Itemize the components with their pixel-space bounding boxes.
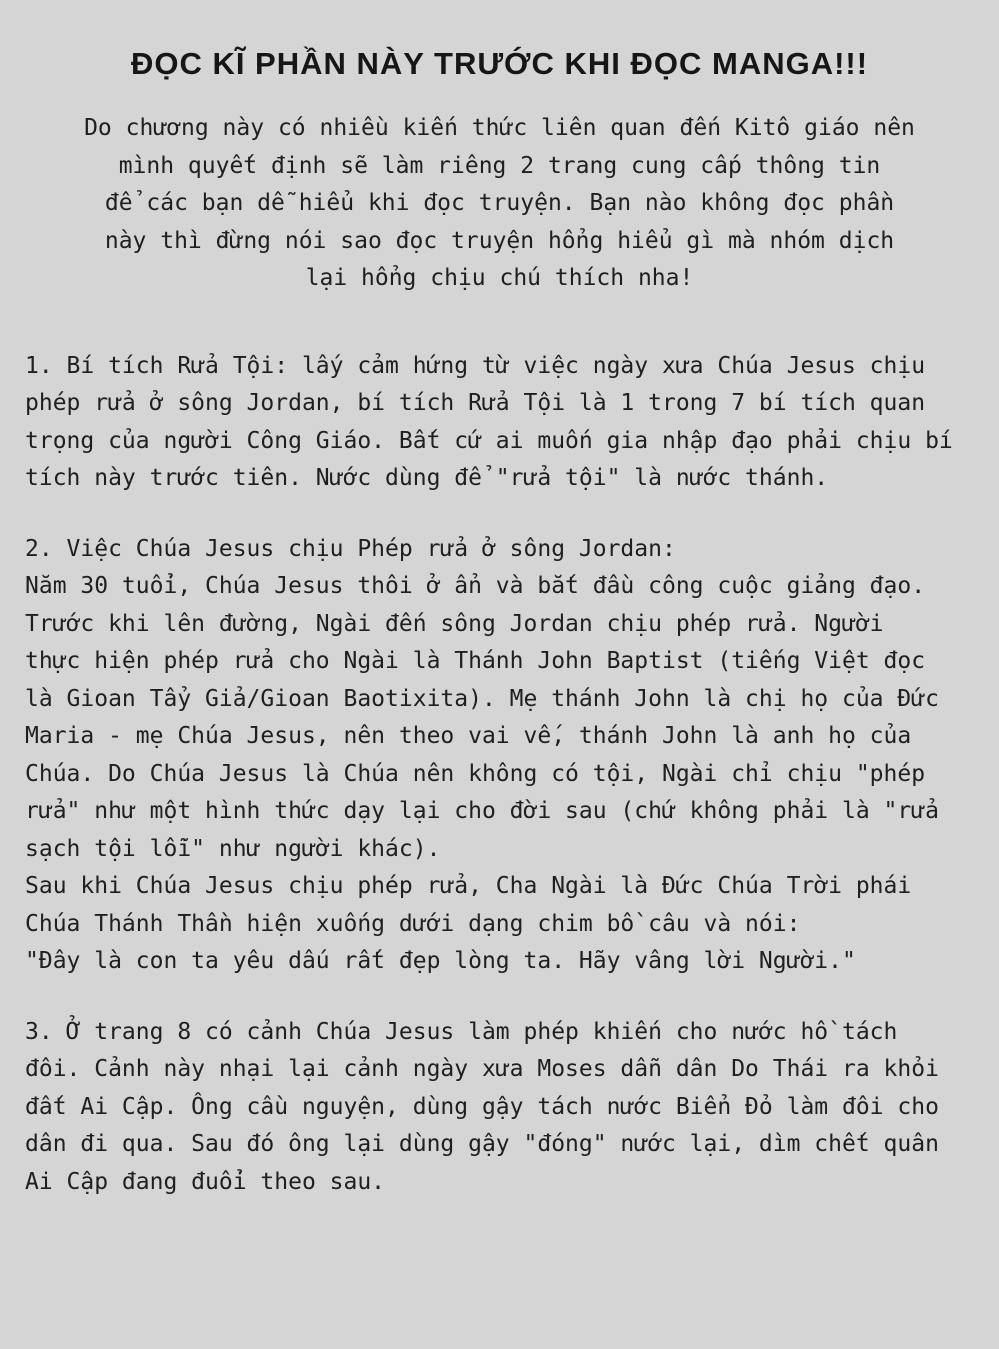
section-line: tích này trước tiên. Nước dùng để "rửa tội" là nước thánh. xyxy=(25,465,829,491)
section-2-jesus-baptism-jordan xyxy=(25,531,974,981)
section-line: thực hiện phép rửa cho Ngài là Thánh John Baptist (tiếng Việt đọc xyxy=(25,648,926,674)
section-line: rửa" như một hình thức dạy lại cho đời sau (chứ không phải là "rửa xyxy=(25,798,939,824)
intro-line: này thì đừng nói sao đọc truyện hổng hiểu gì mà nhóm dịch xyxy=(104,227,895,254)
section-line: 3. Ở trang 8 có cảnh Chúa Jesus làm phép khiến cho nước hồ tách xyxy=(25,1018,898,1045)
section-line: dân đi qua. Sau đó ông lại dùng gậy "đóng" nước lại, dìm chết quân xyxy=(25,1131,939,1157)
section-line: "Đây là con ta yêu dấu rất đẹp lòng ta. Hãy vâng lời Người." xyxy=(25,948,856,974)
section-line: là Gioan Tẩy Giả/Gioan Baotixita). Mẹ thánh John là chị họ của Đức xyxy=(25,685,939,712)
section-line: Năm 30 tuổi, Chúa Jesus thôi ở ẩn và bắt đầu công cuộc giảng đạo. xyxy=(25,573,926,599)
intro-line: lại hổng chịu chú thích nha! xyxy=(305,265,694,291)
section-line: trọng của người Công Giáo. Bất cứ ai muốn gia nhập đạo phải chịu bí xyxy=(25,427,953,454)
section-line: Sau khi Chúa Jesus chịu phép rửa, Cha Ngài là Đức Chúa Trời phái xyxy=(25,873,912,899)
section-line: Ai Cập đang đuổi theo sau. xyxy=(25,1168,386,1195)
section-line: phép rửa ở sông Jordan, bí tích Rửa Tội là 1 trong 7 bí tích quan xyxy=(25,390,926,416)
section-line: Maria - mẹ Chúa Jesus, nên theo vai vế, thánh John là anh họ của xyxy=(25,723,912,749)
section-line: Chúa. Do Chúa Jesus là Chúa nên không có tội, Ngài chỉ chịu "phép xyxy=(25,760,926,787)
section-line: Trước khi lên đường, Ngài đến sông Jordan chịu phép rửa. Người xyxy=(25,610,884,637)
section-line: đôi. Cảnh này nhại lại cảnh ngày xưa Moses dẫn dân Do Thái ra khỏi xyxy=(25,1056,939,1082)
section-line: sạch tội lỗi" như người khác). xyxy=(25,835,441,862)
section-line: Chúa Thánh Thần hiện xuống dưới dạng chim bồ câu và nói: xyxy=(25,910,801,937)
section-line: đất Ai Cập. Ông cầu nguyện, dùng gậy tách nước Biển Đỏ làm đôi cho xyxy=(25,1093,939,1120)
section-line: 1. Bí tích Rửa Tội: lấy cảm hứng từ việc ngày xưa Chúa Jesus chịu xyxy=(25,352,926,379)
intro-line: Do chương này có nhiều kiến thức liên quan đến Kitô giáo nên xyxy=(84,115,915,141)
section-3-moses-red-sea xyxy=(25,1014,974,1202)
intro-paragraph xyxy=(25,110,974,298)
intro-line: mình quyết định sẽ làm riêng 2 trang cung cấp thông tin xyxy=(118,152,881,179)
section-1-baptism-sacrament xyxy=(25,348,974,498)
page-title: ĐỌC KĨ PHẦN NÀY TRƯỚC KHI ĐỌC MANGA!!! xyxy=(130,46,869,81)
section-line: 2. Việc Chúa Jesus chịu Phép rửa ở sông Jordan: xyxy=(25,535,676,562)
intro-line: để các bạn dễ hiểu khi đọc truyện. Bạn nào không đọc phần xyxy=(104,190,895,216)
